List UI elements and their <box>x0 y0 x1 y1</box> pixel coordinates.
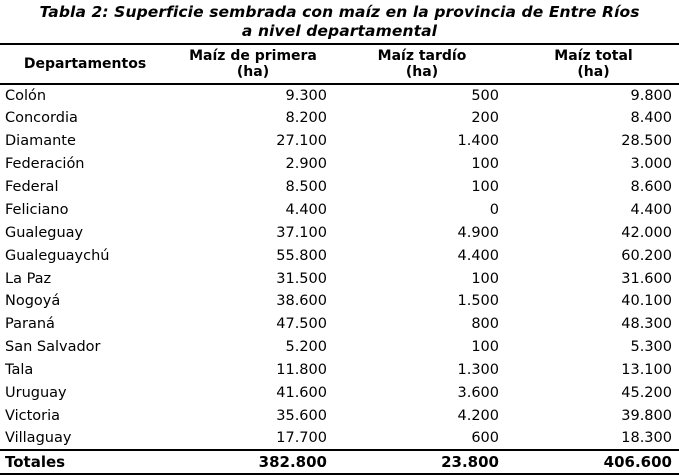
cell-maiz-total: 4.400 <box>630 201 672 218</box>
cell-maiz-tardio: 100 <box>471 339 499 356</box>
cell-maiz-primera: 38.600 <box>276 293 327 310</box>
cell-maiz-total: 18.300 <box>621 430 672 447</box>
table-row <box>0 290 679 313</box>
cell-maiz-primera: 8.200 <box>285 110 327 127</box>
cell-maiz-total: 39.800 <box>621 407 672 424</box>
cell-maiz-primera: 17.700 <box>276 430 327 447</box>
cell-maiz-tardio: 1.400 <box>457 133 499 150</box>
cell-maiz-tardio: 800 <box>471 316 499 333</box>
cell-departamento: Villaguay <box>5 430 72 447</box>
cell-maiz-tardio: 100 <box>471 270 499 287</box>
cell-maiz-primera: 9.300 <box>285 87 327 104</box>
header-row <box>0 44 679 84</box>
cell-maiz-total: 8.400 <box>630 110 672 127</box>
totals-label: Totales <box>5 453 66 472</box>
header-departamentos-label: Departamentos <box>23 56 147 72</box>
cell-maiz-total: 31.600 <box>621 270 672 287</box>
cell-maiz-total: 9.800 <box>630 87 672 104</box>
header-maiz-total-line1: Maíz total <box>554 48 633 64</box>
header-departamentos <box>0 44 170 84</box>
cell-departamento: Paraná <box>5 316 55 333</box>
table-row <box>0 198 679 221</box>
cell-departamento: Uruguay <box>5 385 67 402</box>
cell-departamento: Diamante <box>5 133 76 150</box>
cell-departamento: Victoria <box>5 407 61 424</box>
cell-maiz-primera: 37.100 <box>276 224 327 241</box>
table-row <box>0 176 679 199</box>
table-row <box>0 427 679 450</box>
cell-departamento: Nogoyá <box>5 293 61 310</box>
cell-maiz-primera: 5.200 <box>285 339 327 356</box>
cell-maiz-primera: 41.600 <box>276 385 327 402</box>
cell-departamento: Federal <box>5 179 59 195</box>
table-row <box>0 336 679 359</box>
cell-maiz-tardio: 600 <box>471 430 499 447</box>
table-row <box>0 107 679 130</box>
cell-maiz-tardio: 1.300 <box>457 362 499 379</box>
cell-maiz-total: 45.200 <box>621 385 672 402</box>
table-row <box>0 130 679 153</box>
header-maiz-tardio-line1: Maíz tardío <box>377 48 467 64</box>
cell-maiz-total: 3.000 <box>630 156 672 173</box>
header-maiz-primera-line1: Maíz de primera <box>189 48 317 64</box>
data-table <box>0 43 679 475</box>
cell-maiz-primera: 27.100 <box>276 133 327 150</box>
cell-maiz-primera: 55.800 <box>276 247 327 264</box>
header-maiz-primera <box>170 44 336 84</box>
cell-maiz-tardio: 3.600 <box>457 385 499 402</box>
cell-departamento: Federación <box>5 156 85 173</box>
header-maiz-total <box>508 44 679 84</box>
table-row <box>0 84 679 107</box>
cell-departamento: Gualeguay <box>5 224 84 241</box>
cell-maiz-primera: 35.600 <box>276 407 327 424</box>
table-row <box>0 267 679 290</box>
cell-maiz-tardio: 100 <box>471 179 499 195</box>
totals-total: 406.600 <box>603 453 672 472</box>
table-row <box>0 404 679 427</box>
cell-maiz-total: 48.300 <box>621 316 672 333</box>
table-body <box>0 84 679 474</box>
cell-departamento: San Salvador <box>5 339 101 356</box>
table-row <box>0 221 679 244</box>
cell-maiz-tardio: 4.200 <box>457 407 499 424</box>
cell-maiz-primera: 4.400 <box>285 201 327 218</box>
cell-departamento: Gualeguaychú <box>5 247 110 264</box>
totals-tardio: 23.800 <box>441 453 499 472</box>
title-line-1: Tabla 2: Superficie sembrada con maíz en la provincia de Entre Ríos <box>39 3 640 21</box>
cell-maiz-total: 40.100 <box>621 293 672 310</box>
header-maiz-primera-line2: (ha) <box>236 64 270 80</box>
table-title <box>0 3 679 41</box>
cell-maiz-primera: 11.800 <box>276 362 327 379</box>
cell-maiz-primera: 8.500 <box>285 179 327 195</box>
table-row <box>0 153 679 176</box>
table-row <box>0 313 679 336</box>
cell-departamento: Tala <box>5 362 34 379</box>
header-maiz-tardio <box>336 44 508 84</box>
cell-maiz-total: 5.300 <box>630 339 672 356</box>
cell-maiz-tardio: 4.400 <box>457 247 499 264</box>
table-row <box>0 359 679 382</box>
cell-maiz-total: 13.100 <box>621 362 672 379</box>
cell-departamento: La Paz <box>5 270 52 287</box>
cell-departamento: Feliciano <box>5 201 69 218</box>
table-row <box>0 382 679 405</box>
cell-maiz-tardio: 500 <box>471 87 499 104</box>
cell-maiz-tardio: 1.500 <box>457 293 499 310</box>
cell-maiz-total: 42.000 <box>621 224 672 241</box>
cell-maiz-tardio: 100 <box>471 156 499 173</box>
cell-maiz-total: 60.200 <box>621 247 672 264</box>
cell-maiz-primera: 31.500 <box>276 270 327 287</box>
cell-maiz-tardio: 4.900 <box>457 224 499 241</box>
cell-maiz-total: 28.500 <box>621 133 672 150</box>
header-maiz-tardio-line2: (ha) <box>405 64 439 80</box>
cell-maiz-primera: 2.900 <box>285 156 327 173</box>
header-maiz-total-line2: (ha) <box>577 64 610 80</box>
totals-primera: 382.800 <box>258 453 327 472</box>
cell-departamento: Colón <box>5 87 47 104</box>
cell-maiz-primera: 47.500 <box>276 316 327 333</box>
title-line-2: a nivel departamental <box>241 22 438 40</box>
cell-maiz-total: 8.600 <box>630 179 672 195</box>
cell-maiz-tardio: 200 <box>471 110 499 127</box>
cell-departamento: Concordia <box>5 110 78 127</box>
cell-maiz-tardio: 0 <box>489 201 499 218</box>
table-row <box>0 244 679 267</box>
